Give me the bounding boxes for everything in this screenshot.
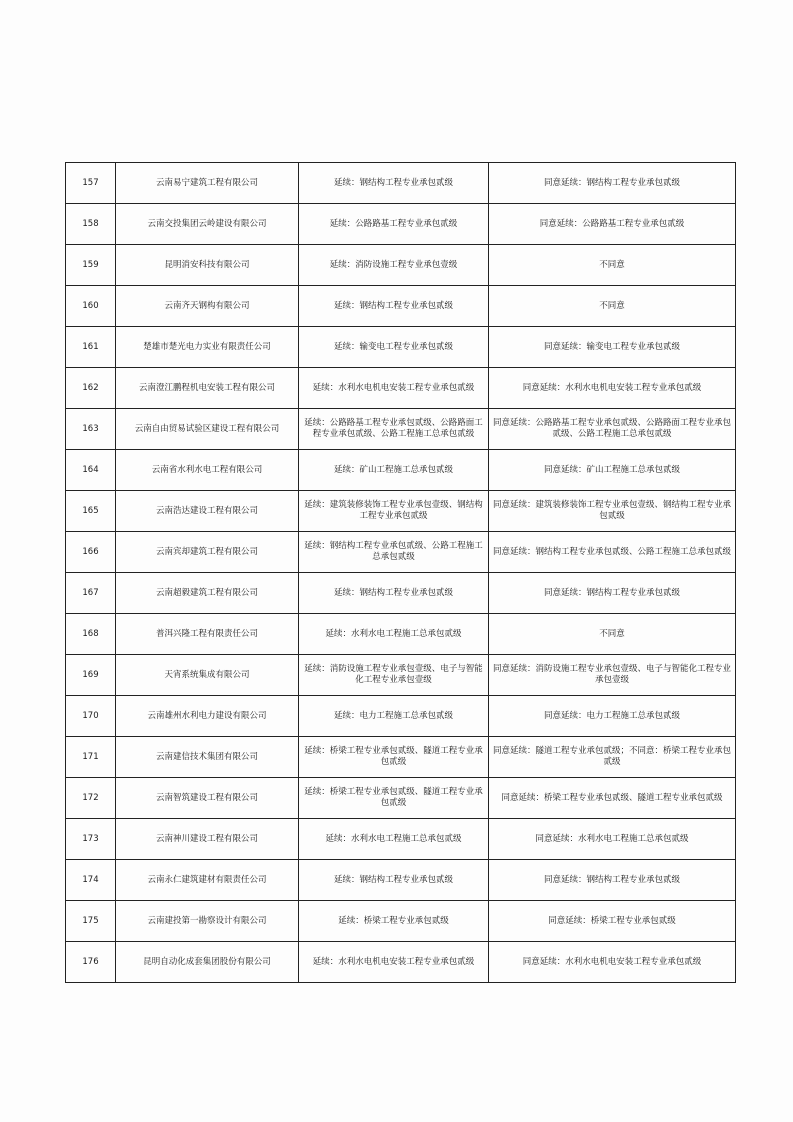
table-row	[66, 286, 736, 327]
application-content: 延续：矿山工程施工总承包贰级	[299, 450, 489, 491]
application-content: 延续：桥梁工程专业承包贰级、隧道工程专业承包贰级	[299, 778, 489, 819]
review-result: 同意延续：水利水电机电安装工程专业承包贰级	[489, 368, 736, 409]
table-row	[66, 778, 736, 819]
application-content: 延续：水利水电工程施工总承包贰级	[299, 614, 489, 655]
review-result: 同意延续：公路路基工程专业承包贰级	[489, 204, 736, 245]
application-content: 延续：水利水电工程施工总承包贰级	[299, 819, 489, 860]
review-result: 同意延续：消防设施工程专业承包壹级、电子与智能化工程专业承包壹级	[489, 655, 736, 696]
table-row	[66, 204, 736, 245]
row-number: 170	[66, 696, 116, 737]
company-name: 云南交投集团云岭建设有限公司	[116, 204, 299, 245]
table-row	[66, 696, 736, 737]
review-result: 同意延续：钢结构工程专业承包贰级	[489, 163, 736, 204]
row-number: 172	[66, 778, 116, 819]
application-content: 延续：输变电工程专业承包贰级	[299, 327, 489, 368]
review-result: 不同意	[489, 286, 736, 327]
row-number: 171	[66, 737, 116, 778]
review-result: 同意延续：建筑装修装饰工程专业承包壹级、钢结构工程专业承包贰级	[489, 491, 736, 532]
application-content: 延续：建筑装修装饰工程专业承包壹级、钢结构工程专业承包贰级	[299, 491, 489, 532]
table-row	[66, 655, 736, 696]
company-name: 昆明自动化成套集团股份有限公司	[116, 942, 299, 983]
table-row	[66, 368, 736, 409]
company-name: 云南自由贸易试验区建设工程有限公司	[116, 409, 299, 450]
company-name: 云南雄州水利电力建设有限公司	[116, 696, 299, 737]
table-row	[66, 860, 736, 901]
table-row	[66, 491, 736, 532]
table-row	[66, 163, 736, 204]
row-number: 159	[66, 245, 116, 286]
table-row	[66, 409, 736, 450]
row-number: 176	[66, 942, 116, 983]
row-number: 167	[66, 573, 116, 614]
row-number: 158	[66, 204, 116, 245]
review-result: 同意延续：钢结构工程专业承包贰级	[489, 573, 736, 614]
review-result: 同意延续：水利水电工程施工总承包贰级	[489, 819, 736, 860]
application-content: 延续：钢结构工程专业承包贰级、公路工程施工总承包贰级	[299, 532, 489, 573]
application-content: 延续：水利水电机电安装工程专业承包贰级	[299, 368, 489, 409]
company-name: 云南建信技术集团有限公司	[116, 737, 299, 778]
review-result: 同意延续：隧道工程专业承包贰级；不同意：桥梁工程专业承包贰级	[489, 737, 736, 778]
row-number: 175	[66, 901, 116, 942]
company-name: 云南神川建设工程有限公司	[116, 819, 299, 860]
table-row	[66, 819, 736, 860]
review-result: 同意延续：输变电工程专业承包贰级	[489, 327, 736, 368]
application-content: 延续：电力工程施工总承包贰级	[299, 696, 489, 737]
company-name: 楚雄市楚光电力实业有限责任公司	[116, 327, 299, 368]
company-name: 云南齐天钢构有限公司	[116, 286, 299, 327]
row-number: 174	[66, 860, 116, 901]
table-row	[66, 450, 736, 491]
qualification-table	[65, 162, 736, 983]
application-content: 延续：桥梁工程专业承包贰级、隧道工程专业承包贰级	[299, 737, 489, 778]
table-row	[66, 942, 736, 983]
company-name: 云南易宁建筑工程有限公司	[116, 163, 299, 204]
company-name: 云南建投第一勘察设计有限公司	[116, 901, 299, 942]
application-content: 延续：消防设施工程专业承包壹级	[299, 245, 489, 286]
review-result: 同意延续：电力工程施工总承包贰级	[489, 696, 736, 737]
company-name: 云南省水利水电工程有限公司	[116, 450, 299, 491]
row-number: 166	[66, 532, 116, 573]
row-number: 160	[66, 286, 116, 327]
application-content: 延续：钢结构工程专业承包贰级	[299, 286, 489, 327]
review-result: 同意延续：桥梁工程专业承包贰级	[489, 901, 736, 942]
application-content: 延续：钢结构工程专业承包贰级	[299, 573, 489, 614]
application-content: 延续：消防设施工程专业承包壹级、电子与智能化工程专业承包壹级	[299, 655, 489, 696]
company-name: 云南宾却建筑工程有限公司	[116, 532, 299, 573]
row-number: 165	[66, 491, 116, 532]
company-name: 普洱兴隆工程有限责任公司	[116, 614, 299, 655]
review-result: 同意延续：公路路基工程专业承包贰级、公路路面工程专业承包贰级、公路工程施工总承包贰级	[489, 409, 736, 450]
application-content: 延续：桥梁工程专业承包贰级	[299, 901, 489, 942]
review-result: 同意延续：桥梁工程专业承包贰级、隧道工程专业承包贰级	[489, 778, 736, 819]
company-name: 云南浩达建设工程有限公司	[116, 491, 299, 532]
company-name: 昆明消安科技有限公司	[116, 245, 299, 286]
review-result: 同意延续：钢结构工程专业承包贰级	[489, 860, 736, 901]
application-content: 延续：水利水电机电安装工程专业承包贰级	[299, 942, 489, 983]
application-content: 延续：公路路基工程专业承包贰级	[299, 204, 489, 245]
row-number: 173	[66, 819, 116, 860]
application-content: 延续：钢结构工程专业承包贰级	[299, 860, 489, 901]
table-row	[66, 327, 736, 368]
row-number: 164	[66, 450, 116, 491]
company-name: 云南智筑建设工程有限公司	[116, 778, 299, 819]
table-row	[66, 614, 736, 655]
table-row	[66, 245, 736, 286]
row-number: 157	[66, 163, 116, 204]
company-name: 天宵系统集成有限公司	[116, 655, 299, 696]
review-result: 同意延续：钢结构工程专业承包贰级、公路工程施工总承包贰级	[489, 532, 736, 573]
row-number: 169	[66, 655, 116, 696]
table-body	[66, 163, 736, 983]
table-row	[66, 737, 736, 778]
row-number: 168	[66, 614, 116, 655]
application-content: 延续：钢结构工程专业承包贰级	[299, 163, 489, 204]
review-result: 不同意	[489, 245, 736, 286]
table-row	[66, 532, 736, 573]
company-name: 云南永仁建筑建材有限责任公司	[116, 860, 299, 901]
row-number: 161	[66, 327, 116, 368]
review-result: 不同意	[489, 614, 736, 655]
review-result: 同意延续：水利水电机电安装工程专业承包贰级	[489, 942, 736, 983]
application-content: 延续：公路路基工程专业承包贰级、公路路面工程专业承包贰级、公路工程施工总承包贰级	[299, 409, 489, 450]
review-result: 同意延续：矿山工程施工总承包贰级	[489, 450, 736, 491]
table-row	[66, 573, 736, 614]
company-name: 云南超毅建筑工程有限公司	[116, 573, 299, 614]
table-row	[66, 901, 736, 942]
row-number: 163	[66, 409, 116, 450]
row-number: 162	[66, 368, 116, 409]
company-name: 云南澄江鹏程机电安装工程有限公司	[116, 368, 299, 409]
